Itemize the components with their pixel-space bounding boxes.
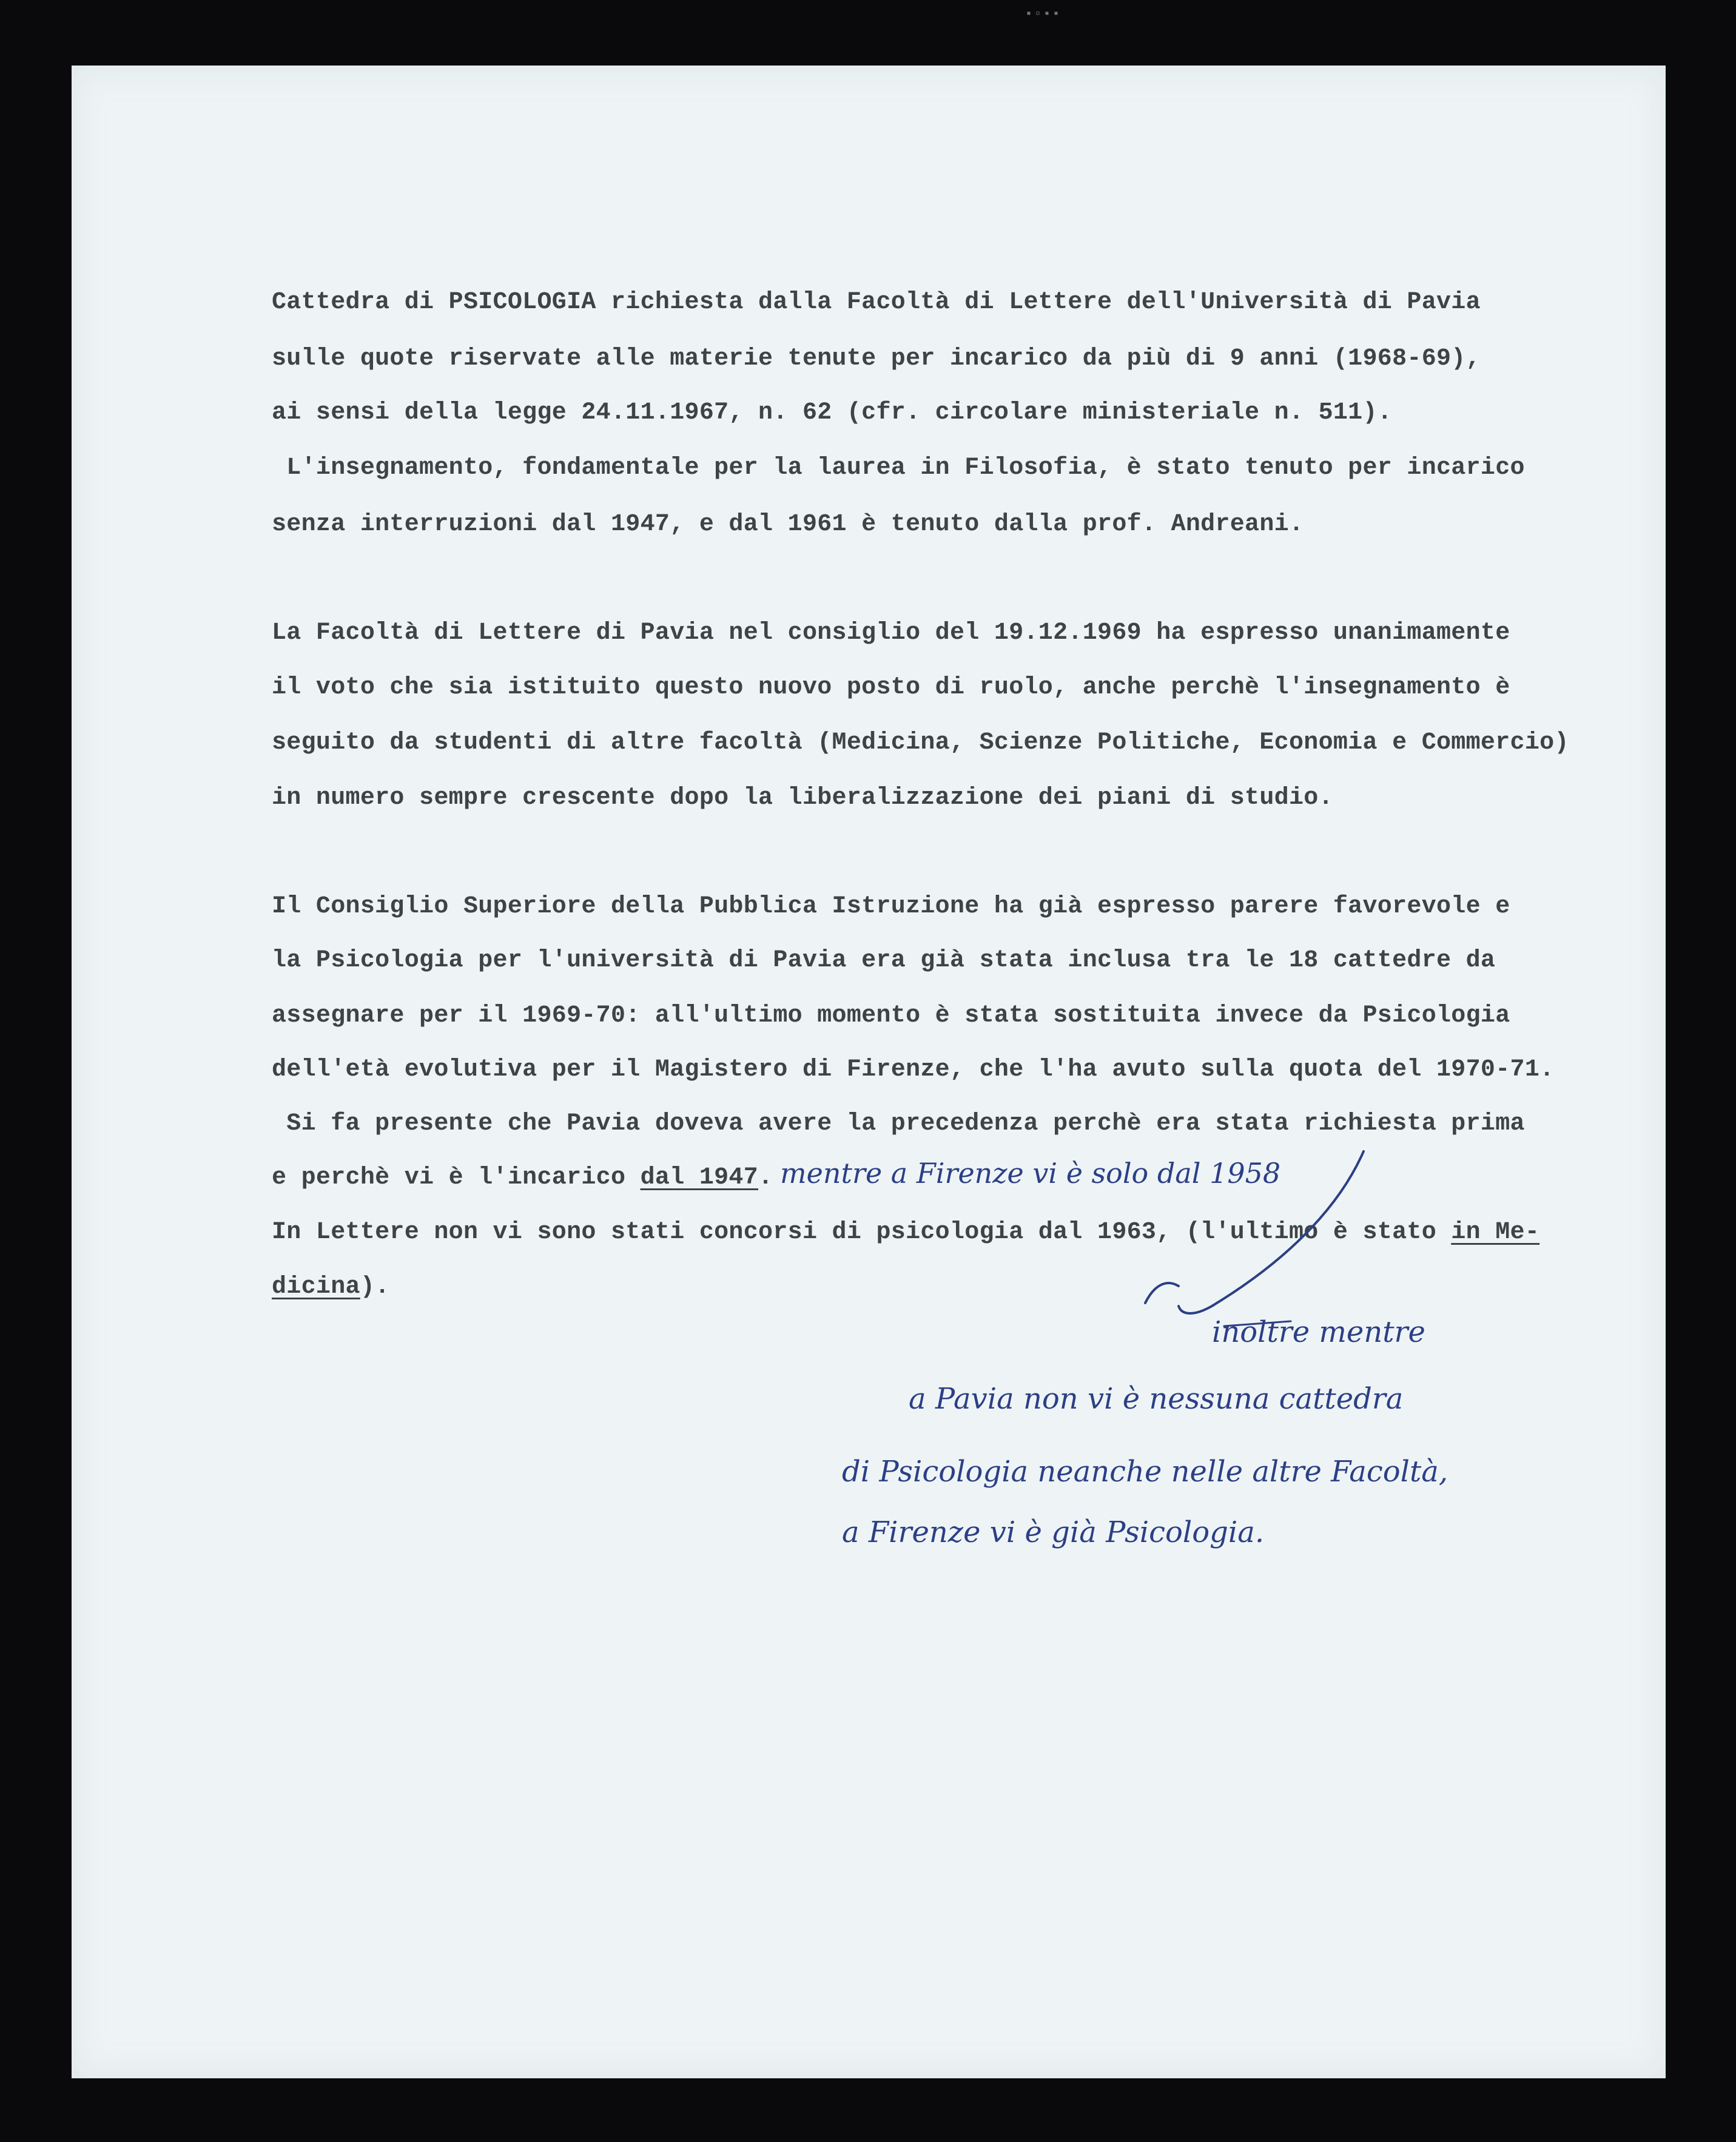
p3-line-6-start: e perchè vi è l'incarico [272, 1164, 641, 1191]
p1-line-3: ai sensi della legge 24.11.1967, n. 62 (cfr. circolare ministeriale n. 511). [272, 399, 1393, 426]
p1-line-4: L'insegnamento, fondamentale per la laurea in Filosofia, è stato tenuto per incarico [272, 454, 1525, 482]
handwritten-note-line-3: di Psicologia neanche nelle altre Facoltà, [842, 1455, 1448, 1489]
p3-line-4: dell'età evolutiva per il Magistero di Firenze, che l'ha avuto sulla quota del 1970-71. [272, 1056, 1555, 1083]
underlined-date-1947: dal 1947 [640, 1164, 759, 1191]
p2-line-1: La Facoltà di Lettere di Pavia nel consiglio del 19.12.1969 ha espresso unanimamente [272, 619, 1510, 647]
handwritten-note-line-2: a Pavia non vi è nessuna cattedra [909, 1382, 1404, 1416]
paper-sheet [72, 66, 1666, 2078]
p1-line-5: senza interruzioni dal 1947, e dal 1961 è tenuto dalla prof. Andreani. [272, 511, 1304, 538]
handwritten-note-line-4: a Firenze vi è già Psicologia. [842, 1515, 1265, 1549]
p3-line-5: Si fa presente che Pavia doveva avere la precedenza perchè era stata richiesta prima [272, 1110, 1525, 1137]
p3-line-7-start: In Lettere non vi sono stati concorsi di psicologia dal 1963, (l'ultimo è stato [272, 1219, 1452, 1246]
p2-line-2: il voto che sia istituito questo nuovo posto di ruolo, anche perchè l'insegnamento è [272, 674, 1510, 701]
p3-line-3: assegnare per il 1969-70: all'ultimo momento è stata sostituita invece da Psicologia [272, 1002, 1510, 1029]
scan-edge-mark: ▪▫▪▪ [1025, 7, 1062, 21]
underlined-in-medicina-2: dicina [272, 1273, 360, 1301]
insertion-stroke [1179, 1151, 1364, 1313]
handwritten-insert-firenze: mentre a Firenze vi è solo dal 1958 [780, 1157, 1281, 1190]
p3-line-2: la Psicologia per l'università di Pavia era già stata inclusa tra le 18 cattedre da [272, 947, 1496, 974]
handwritten-note-line-1: inoltre mentre [1212, 1315, 1425, 1349]
insertion-caret [1145, 1283, 1179, 1303]
p2-line-3: seguito da studenti di altre facoltà (Medicina, Scienze Politiche, Economia e Commercio) [272, 729, 1569, 756]
p1-line-1: Cattedra di PSICOLOGIA richiesta dalla Facoltà di Lettere dell'Università di Pavia [272, 289, 1481, 316]
underlined-in-medicina-1: in Me- [1451, 1219, 1540, 1246]
p2-line-4: in numero sempre crescente dopo la liberalizzazione dei piani di studio. [272, 784, 1333, 812]
p3-line-8-end: ). [360, 1273, 390, 1301]
handwritten-pen-strokes [72, 66, 1666, 2078]
strike-inoltre [1224, 1321, 1291, 1326]
p1-line-2: sulle quote riservate alle materie tenute per incarico da più di 9 anni (1968-69), [272, 345, 1481, 372]
p3-line-6-end: . [758, 1164, 773, 1191]
p3-line-1: Il Consiglio Superiore della Pubblica Istruzione ha già espresso parere favorevole e [272, 893, 1510, 920]
